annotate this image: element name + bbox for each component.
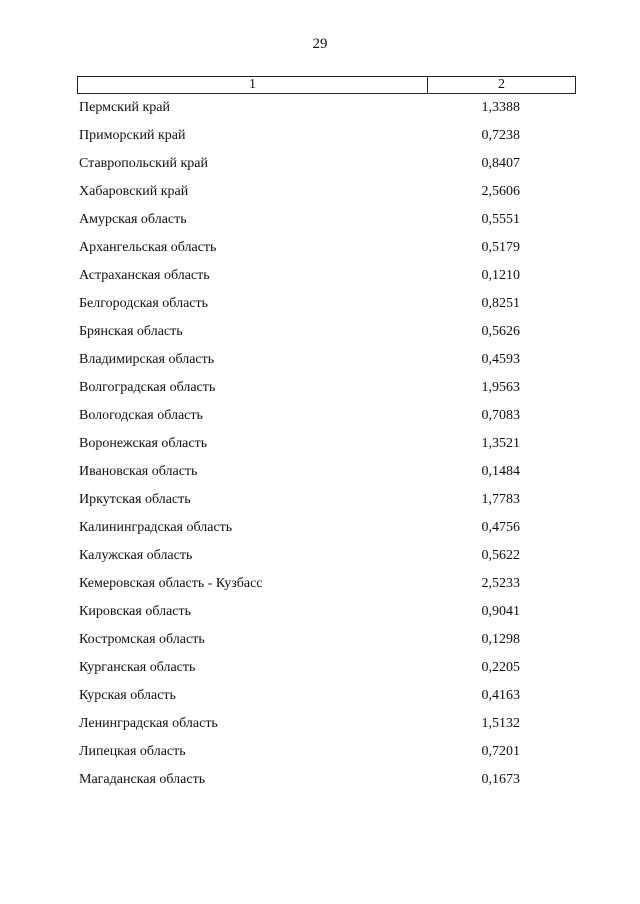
table-row: [0, 740, 640, 768]
region-name: Калининградская область: [79, 520, 233, 535]
coefficient-value: 0,5622: [481, 548, 520, 563]
region-name: Вологодская область: [79, 408, 203, 423]
region-name: Курская область: [79, 688, 176, 703]
region-name: Костромская область: [79, 632, 205, 647]
table-body: [0, 96, 640, 796]
region-name: Кировская область: [79, 604, 192, 619]
region-name: Белгородская область: [79, 296, 209, 311]
coefficient-value: 2,5606: [481, 184, 520, 199]
coefficient-value: 1,3388: [481, 100, 520, 115]
coefficient-value: 1,5132: [481, 716, 520, 731]
coefficient-value: 0,5626: [481, 324, 520, 339]
coefficient-value: 1,9563: [481, 380, 520, 395]
table-row: [0, 712, 640, 740]
coefficient-value: 0,9041: [481, 604, 520, 619]
coefficient-value: 0,8251: [481, 296, 520, 311]
table-row: [0, 264, 640, 292]
table-row: [0, 488, 640, 516]
table-row: [0, 96, 640, 124]
coefficient-value: 0,1210: [481, 268, 520, 283]
coefficient-value: 0,2205: [481, 660, 520, 675]
table-row: [0, 180, 640, 208]
coefficient-value: 0,5551: [481, 212, 520, 227]
table-row: [0, 292, 640, 320]
coefficient-value: 0,4163: [481, 688, 520, 703]
region-name: Ленинградская область: [79, 716, 218, 731]
table-row: [0, 768, 640, 796]
region-name: Брянская область: [79, 324, 183, 339]
coefficient-value: 1,7783: [481, 492, 520, 507]
region-name: Воронежская область: [79, 436, 208, 451]
coefficient-value: 0,4756: [481, 520, 520, 535]
region-name: Пермский край: [79, 100, 170, 115]
region-name: Архангельская область: [79, 240, 217, 255]
region-name: Липецкая область: [79, 744, 186, 759]
table-row: [0, 124, 640, 152]
table-row: [0, 516, 640, 544]
region-name: Калужская область: [79, 548, 193, 563]
region-name: Магаданская область: [79, 772, 206, 787]
table-row: [0, 376, 640, 404]
coefficient-value: 2,5233: [481, 576, 520, 591]
region-name: Ставропольский край: [79, 156, 208, 171]
region-name: Ивановская область: [79, 464, 198, 479]
table-row: [0, 152, 640, 180]
region-name: Иркутская область: [79, 492, 191, 507]
table-row: [0, 684, 640, 712]
table-row: [0, 236, 640, 264]
table-row: [0, 544, 640, 572]
column-header-1: 1: [78, 77, 428, 93]
table-row: [0, 320, 640, 348]
region-name: Амурская область: [79, 212, 187, 227]
table-row: [0, 348, 640, 376]
region-name: Хабаровский край: [79, 184, 189, 199]
region-name: Волгоградская область: [79, 380, 216, 395]
coefficient-value: 0,1484: [481, 464, 520, 479]
column-header-2: 2: [498, 77, 505, 92]
coefficient-value: 0,7201: [481, 744, 520, 759]
coefficient-value: 0,1673: [481, 772, 520, 787]
table-row: [0, 208, 640, 236]
coefficient-value: 0,5179: [481, 240, 520, 255]
table-row: [0, 404, 640, 432]
coefficient-value: 0,1298: [481, 632, 520, 647]
coefficient-value: 0,8407: [481, 156, 520, 171]
table-row: [0, 572, 640, 600]
region-name: Владимирская область: [79, 352, 215, 367]
coefficient-value: 0,7238: [481, 128, 520, 143]
page-number: 29: [312, 36, 328, 52]
table-row: [0, 432, 640, 460]
coefficient-value: 1,3521: [481, 436, 520, 451]
region-name: Кемеровская область - Кузбасс: [79, 576, 263, 591]
table-row: [0, 600, 640, 628]
table-header: [77, 76, 576, 94]
coefficient-value: 0,7083: [481, 408, 520, 423]
region-name: Приморский край: [79, 128, 186, 143]
coefficient-value: 0,4593: [481, 352, 520, 367]
region-name: Астраханская область: [79, 268, 210, 283]
table-row: [0, 656, 640, 684]
table-row: [0, 628, 640, 656]
region-name: Курганская область: [79, 660, 196, 675]
table-row: [0, 460, 640, 488]
